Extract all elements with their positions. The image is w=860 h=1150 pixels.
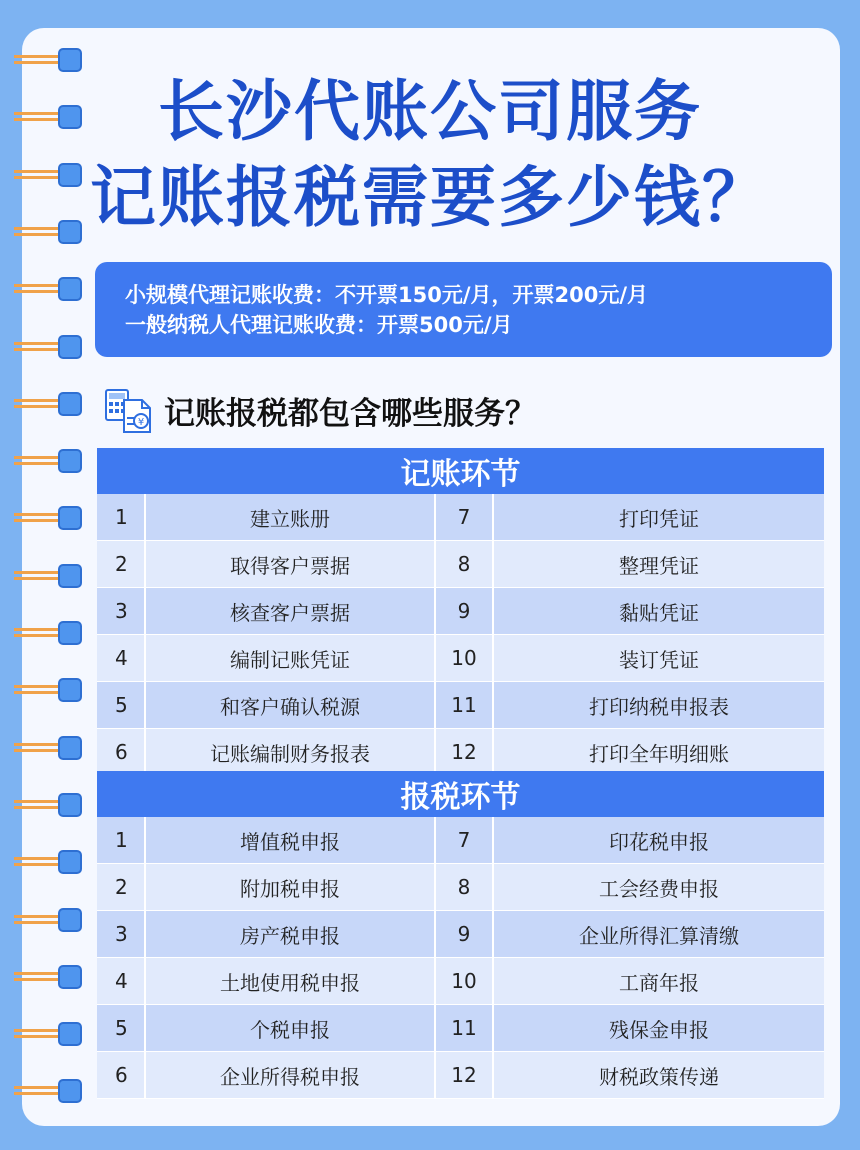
row-number: 3 xyxy=(97,588,145,635)
row-number: 9 xyxy=(435,911,493,958)
service-item: 装订凭证 xyxy=(493,635,824,682)
service-item: 企业所得税申报 xyxy=(145,1052,435,1099)
service-item: 工商年报 xyxy=(493,958,824,1005)
service-item: 房产税申报 xyxy=(145,911,435,958)
row-number: 6 xyxy=(97,1052,145,1099)
service-item: 工会经费申报 xyxy=(493,864,824,911)
row-number: 10 xyxy=(435,958,493,1005)
service-item: 财税政策传递 xyxy=(493,1052,824,1099)
table-row xyxy=(97,682,824,729)
service-item: 核查客户票据 xyxy=(145,588,435,635)
row-number: 11 xyxy=(435,682,493,729)
service-item: 和客户确认税源 xyxy=(145,682,435,729)
binder-ring xyxy=(14,908,84,932)
page-title-line1: 长沙代账公司服务 xyxy=(158,73,702,150)
row-number: 4 xyxy=(97,635,145,682)
service-item: 土地使用税申报 xyxy=(145,958,435,1005)
binder-ring xyxy=(14,736,84,760)
row-number: 11 xyxy=(435,1005,493,1052)
service-item: 编制记账凭证 xyxy=(145,635,435,682)
row-number: 10 xyxy=(435,635,493,682)
service-item: 建立账册 xyxy=(145,494,435,541)
tax-table-header: 报税环节 xyxy=(97,771,824,817)
table-row xyxy=(97,494,824,541)
row-number: 2 xyxy=(97,541,145,588)
table-row xyxy=(97,588,824,635)
table-row xyxy=(97,1052,824,1099)
fee-line-general-taxpayer: 一般纳税人代理记账收费：开票500元/月 xyxy=(125,313,513,337)
table-row xyxy=(97,817,824,864)
calculator-document-icon xyxy=(104,386,154,434)
binder-ring xyxy=(14,965,84,989)
service-item: 增值税申报 xyxy=(145,817,435,864)
row-number: 12 xyxy=(435,1052,493,1099)
service-item: 个税申报 xyxy=(145,1005,435,1052)
row-number: 3 xyxy=(97,911,145,958)
binder-ring xyxy=(14,392,84,416)
services-heading-text: 记账报税都包含哪些服务？ xyxy=(164,395,536,432)
service-item: 残保金申报 xyxy=(493,1005,824,1052)
table-row xyxy=(97,864,824,911)
service-item: 附加税申报 xyxy=(145,864,435,911)
binder-ring xyxy=(14,678,84,702)
fee-line-small-scale: 小规模代理记账收费：不开票150元/月，开票200元/月 xyxy=(125,283,649,307)
row-number: 1 xyxy=(97,817,145,864)
binder-ring xyxy=(14,277,84,301)
table-row xyxy=(97,729,824,776)
row-number: 5 xyxy=(97,682,145,729)
binder-ring xyxy=(14,621,84,645)
binder-ring xyxy=(14,335,84,359)
service-item: 打印凭证 xyxy=(493,494,824,541)
table-row xyxy=(97,1005,824,1052)
tax-table xyxy=(97,771,824,1099)
binder-ring xyxy=(14,1079,84,1103)
row-number: 1 xyxy=(97,494,145,541)
row-number: 2 xyxy=(97,864,145,911)
service-item: 记账编制财务报表 xyxy=(145,729,435,776)
row-number: 7 xyxy=(435,494,493,541)
table-row xyxy=(97,958,824,1005)
row-number: 6 xyxy=(97,729,145,776)
page-title-line2: 记账报税需要多少钱？ xyxy=(90,159,770,236)
row-number: 8 xyxy=(435,864,493,911)
binder-ring xyxy=(14,564,84,588)
service-item: 印花税申报 xyxy=(493,817,824,864)
service-item: 黏贴凭证 xyxy=(493,588,824,635)
binder-ring xyxy=(14,48,84,72)
row-number: 8 xyxy=(435,541,493,588)
binder-ring xyxy=(14,506,84,530)
table-row xyxy=(97,541,824,588)
services-heading xyxy=(104,382,536,438)
accounting-table xyxy=(97,448,824,776)
binder-ring xyxy=(14,850,84,874)
binder-ring xyxy=(14,793,84,817)
table-row xyxy=(97,911,824,958)
binder-ring xyxy=(14,449,84,473)
service-item: 取得客户票据 xyxy=(145,541,435,588)
table-row xyxy=(97,635,824,682)
service-item: 整理凭证 xyxy=(493,541,824,588)
service-item: 打印全年明细账 xyxy=(493,729,824,776)
row-number: 9 xyxy=(435,588,493,635)
row-number: 5 xyxy=(97,1005,145,1052)
binder-ring xyxy=(14,1022,84,1046)
accounting-table-header: 记账环节 xyxy=(97,448,824,494)
service-item: 企业所得汇算清缴 xyxy=(493,911,824,958)
fee-info-box xyxy=(95,262,832,357)
svg-text:¥: ¥ xyxy=(137,417,145,428)
row-number: 12 xyxy=(435,729,493,776)
service-item: 打印纳税申报表 xyxy=(493,682,824,729)
row-number: 4 xyxy=(97,958,145,1005)
row-number: 7 xyxy=(435,817,493,864)
